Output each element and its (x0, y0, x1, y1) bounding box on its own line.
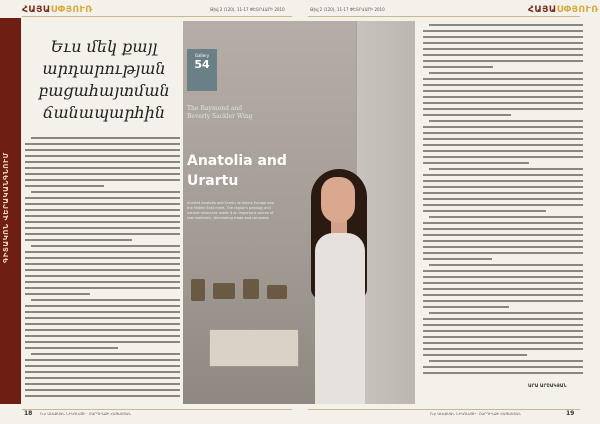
text-line (423, 370, 583, 376)
section-label: ԳԻՏԱԿՈՆ ՎԵՐԱԿԱՆԳՆՈՒՄ (2, 152, 10, 264)
article-photo (183, 21, 415, 404)
gallery-label: Gallery (194, 53, 210, 58)
page-number-right: 19 (566, 410, 575, 417)
left-body-text (25, 135, 180, 399)
text-lines (25, 135, 180, 399)
title-line: արդարության (42, 59, 166, 78)
woman-blouse (315, 233, 365, 404)
woman-face (321, 177, 355, 223)
map-panel (209, 329, 299, 367)
donor-text: The Raymond and Beverly Sackler Wing (187, 105, 253, 120)
issue-info-left: Թիվ 2 (120), 11-17 ՓԵՏՐՎԱՐԻ 2010 (210, 7, 285, 12)
exhibit-title: Anatolia and Urartu (187, 153, 287, 189)
artifact-image (243, 279, 259, 299)
magazine-logo-left (22, 5, 93, 15)
footer-text-right: Ռ-ր ԱԼԵՔՍԱՆ ՆԻԿՈԼԱՅԻ · ԲԱՐԴԻՆՔԻ ՀԱՅԱՍՏԱՆ (430, 412, 522, 416)
section-band (0, 18, 21, 404)
exhibit-description: Ancient Anatolia and Urartu lie where Europe and the Middle East meet. The region's geology and natural resources made it an important source of raw materials, stimulating trade and conquest. (187, 201, 274, 220)
artifact-image (191, 279, 205, 301)
right-body-text (423, 22, 583, 378)
footer-rule-right (308, 409, 580, 410)
artifact-image (213, 283, 235, 299)
footer-text-left: Ռ-ր ԱԼԵՔՍԱՆ ՆԻԿՈԼԱՅԻ · ԲԱՐԴԻՆՔԻ ՀԱՅԱՍՏԱՆ (40, 412, 132, 416)
artifact-image (267, 285, 287, 299)
logo-accent: ՍՓՅՈՒՌ (50, 5, 93, 15)
title-line: Եւս մեկ քայլ (50, 37, 158, 56)
logo-main: ՀԱՅԱ (528, 5, 557, 15)
author-signature: ԱՐԱ ԱՐՇԱԿՅԱՆ (528, 384, 567, 389)
title-line: ճանապարհին (42, 103, 166, 122)
text-lines (423, 22, 583, 376)
gallery-tag (187, 49, 217, 91)
text-line (25, 393, 180, 399)
article-title (30, 36, 178, 124)
logo-main: ՀԱՅԱ (22, 5, 51, 15)
header-rule-right (308, 16, 580, 17)
logo-accent: ՍՓՅՈՒՌ (556, 5, 599, 15)
gallery-number: 54 (194, 58, 210, 71)
footer-rule-left (22, 409, 292, 410)
header-rule-left (22, 16, 292, 17)
issue-info-right: Թիվ 2 (120), 11-17 ՓԵՏՐՎԱՐԻ 2010 (310, 7, 385, 12)
page-number-left: 18 (24, 410, 33, 417)
title-line: բացահայտման (38, 81, 170, 100)
magazine-logo-right (528, 5, 599, 15)
